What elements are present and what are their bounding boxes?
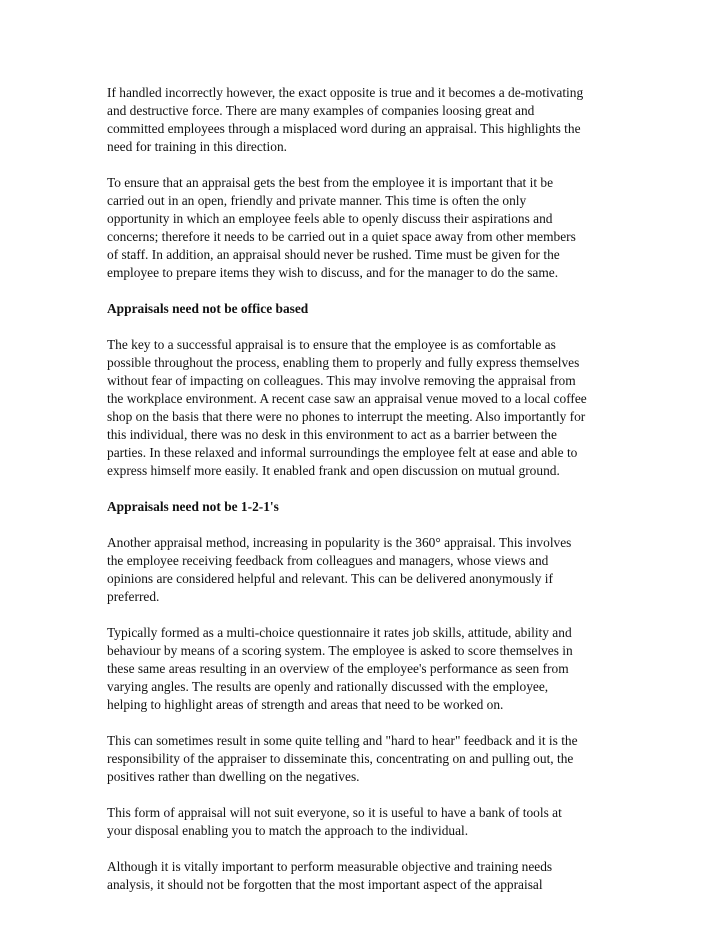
text-line: The key to a successful appraisal is to ensure that the employee is as comfortable as	[107, 337, 556, 352]
body-paragraph	[107, 732, 619, 786]
text-line: possible throughout the process, enabling them to properly and fully express themselves	[107, 355, 580, 370]
text-line: Typically formed as a multi-choice questionnaire it rates job skills, attitude, ability and	[107, 625, 572, 640]
text-line: of staff. In addition, an appraisal should never be rushed. Time must be given for the	[107, 247, 560, 262]
section-heading	[107, 498, 619, 516]
text-line: To ensure that an appraisal gets the best from the employee it is important that it be	[107, 175, 554, 190]
text-line: employee to prepare items they wish to discuss, and for the manager to do the same.	[107, 265, 559, 280]
text-line: carried out in an open, friendly and private manner. This time is often the only	[107, 193, 527, 208]
text-line: and destructive force. There are many examples of companies loosing great and	[107, 103, 535, 118]
text-line: your disposal enabling you to match the approach to the individual.	[107, 823, 469, 838]
text-line: This form of appraisal will not suit everyone, so it is useful to have a bank of tools at	[107, 805, 562, 820]
text-line: shop on the basis that there were no phones to interrupt the meeting. Also importantly for	[107, 409, 586, 424]
text-line: express himself more easily. It enabled frank and open discussion on mutual ground.	[107, 463, 560, 478]
text-line: Appraisals need not be office based	[107, 301, 309, 316]
text-line: concerns; therefore it needs to be carried out in a quiet space away from other members	[107, 229, 576, 244]
text-line: the employee receiving feedback from colleagues and managers, whose views and	[107, 553, 549, 568]
text-line: This can sometimes result in some quite telling and "hard to hear" feedback and it is the	[107, 733, 578, 748]
text-line: helping to highlight areas of strength and areas that need to be worked on.	[107, 697, 504, 712]
body-paragraph	[107, 858, 619, 894]
body-paragraph	[107, 624, 619, 714]
text-line: committed employees through a misplaced word during an appraisal. This highlights the	[107, 121, 581, 136]
text-line: opportunity in which an employee feels able to openly discuss their aspirations and	[107, 211, 553, 226]
text-line: Another appraisal method, increasing in popularity is the 360° appraisal. This involves	[107, 535, 572, 550]
text-line: Appraisals need not be 1-2-1's	[107, 499, 279, 514]
text-line: the workplace environment. A recent case saw an appraisal venue moved to a local coffee	[107, 391, 587, 406]
text-line: responsibility of the appraiser to disseminate this, concentrating on and pulling out, the	[107, 751, 574, 766]
body-paragraph	[107, 534, 619, 606]
text-line: this individual, there was no desk in this environment to act as a barrier between the	[107, 427, 557, 442]
text-line: parties. In these relaxed and informal surroundings the employee felt at ease and able to	[107, 445, 578, 460]
text-line: Although it is vitally important to perform measurable objective and training needs	[107, 859, 553, 874]
text-line: positives rather than dwelling on the negatives.	[107, 769, 360, 784]
text-line: these same areas resulting in an overview of the employee's performance as seen from	[107, 661, 569, 676]
text-line: opinions are considered helpful and relevant. This can be delivered anonymously if	[107, 571, 553, 586]
document-page	[107, 84, 619, 912]
text-line: varying angles. The results are openly and rationally discussed with the employee,	[107, 679, 549, 694]
text-line: If handled incorrectly however, the exact opposite is true and it becomes a de-motivating	[107, 85, 584, 100]
body-paragraph	[107, 174, 619, 282]
text-line: preferred.	[107, 589, 160, 604]
body-paragraph	[107, 336, 619, 480]
text-line: analysis, it should not be forgotten that the most important aspect of the appraisal	[107, 877, 543, 892]
body-paragraph	[107, 84, 619, 156]
body-paragraph	[107, 804, 619, 840]
section-heading	[107, 300, 619, 318]
text-line: without fear of impacting on colleagues. This may involve removing the appraisal from	[107, 373, 576, 388]
text-line: need for training in this direction.	[107, 139, 287, 154]
text-line: behaviour by means of a scoring system. The employee is asked to score themselves in	[107, 643, 573, 658]
